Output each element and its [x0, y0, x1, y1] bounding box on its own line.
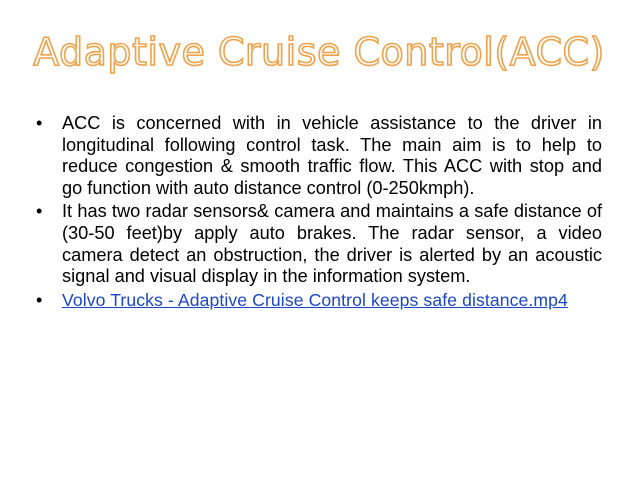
- slide-content: [36, 113, 602, 313]
- bullet-item-link: [36, 290, 602, 312]
- bullet-text: It has two radar sensors& camera and maintains a safe distance of (30-50 feet)by apply auto brakes. The radar sensor, a video camera detect an obstruction, the driver is alerted by an acoustic signal and visual display in the information system.: [62, 201, 602, 287]
- bullet-item: [36, 201, 602, 287]
- bullet-dot-icon: •: [36, 201, 43, 222]
- video-link[interactable]: Volvo Trucks - Adaptive Cruise Control keeps safe distance.mp4: [62, 289, 568, 310]
- bullet-item: [36, 113, 602, 199]
- bullet-dot-icon: •: [36, 113, 43, 133]
- slide-title: Adaptive Cruise Control(ACC): [33, 30, 605, 74]
- bullet-dot-icon: •: [36, 289, 43, 310]
- bullet-text: ACC is concerned with in vehicle assistance to the driver in longitudinal following control task. The main aim is to help to reduce congestion & smooth traffic flow. This ACC with stop and go function with auto distance control (0-250kmph).: [62, 113, 602, 198]
